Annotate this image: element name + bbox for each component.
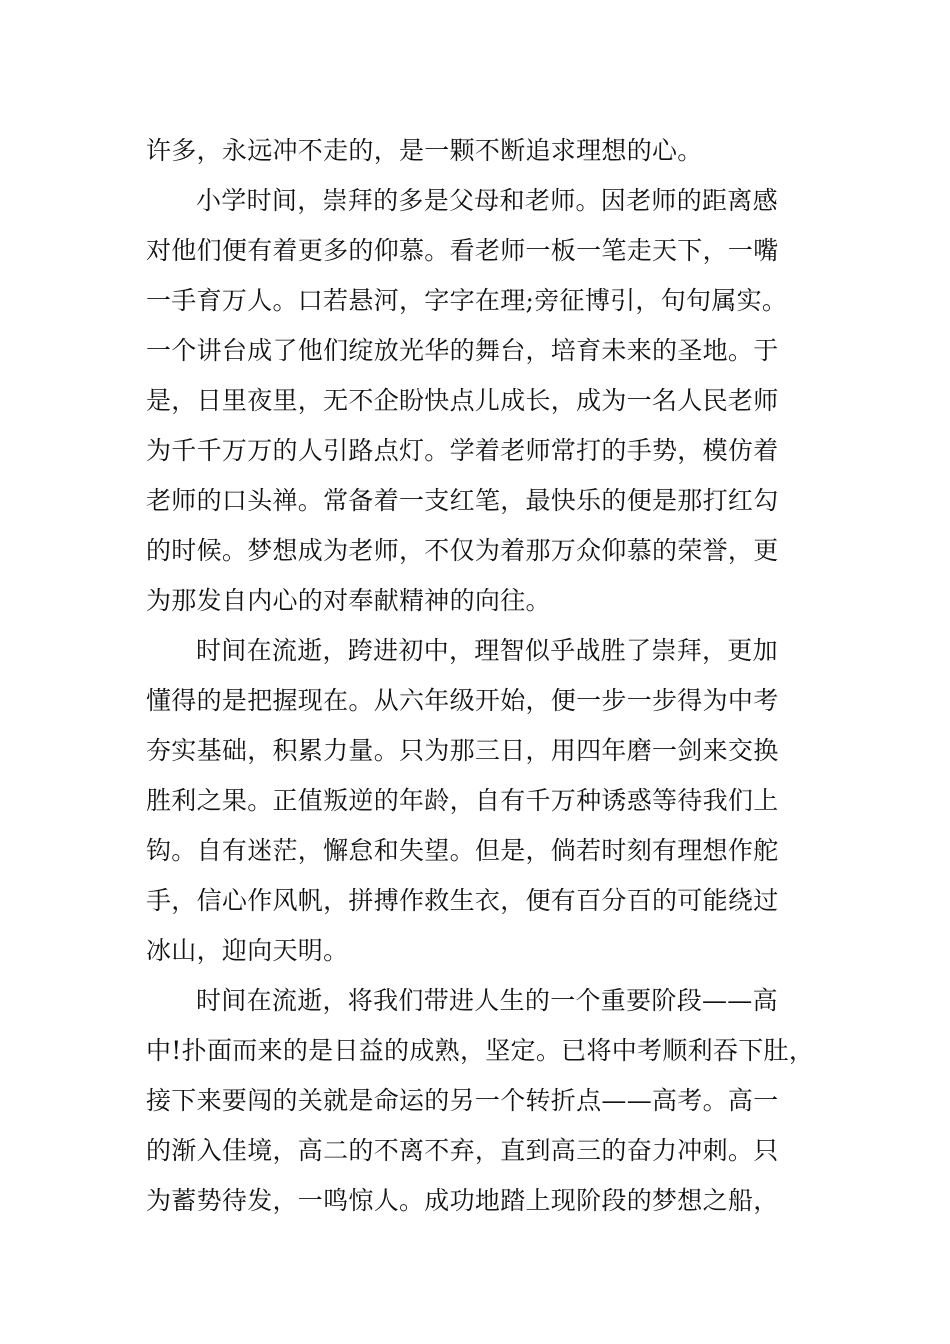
text-line: 对他们便有着更多的仰慕。看老师一板一笔走天下，一嘴 [146,236,779,265]
text-line: 的渐入佳境，高二的不离不弃，直到高三的奋力冲刺。只 [146,1136,779,1165]
text-line: 的时候。梦想成为老师，不仅为着那万众仰慕的荣誉，更 [146,536,779,565]
text-line: 一个讲台成了他们绽放光华的舞台，培育未来的圣地。于 [146,336,779,365]
text-line: 时间在流逝，将我们带进人生的一个重要阶段——高 [196,986,778,1015]
text-line: 是，日里夜里，无不企盼快点儿成长，成为一名人民老师 [146,386,779,415]
text-line: 接下来要闯的关就是命运的另一个转折点——高考。高一 [146,1086,779,1115]
text-line: 老师的口头禅。常备着一支红笔，最快乐的便是那打红勾 [146,486,779,515]
text-line: 小学时间，崇拜的多是父母和老师。因老师的距离感 [196,186,778,215]
text-line: 中!扑面而来的是日益的成熟，坚定。已将中考顺利吞下肚， [146,1036,815,1065]
text-line: 冰山，迎向天明。 [146,936,349,965]
text-line: 许多，永远冲不走的，是一颗不断追求理想的心。 [146,136,703,165]
body-text [146,126,815,1226]
text-line: 钩。自有迷茫，懈怠和失望。但是，倘若时刻有理想作舵 [146,836,779,865]
text-line: 为那发自内心的对奉献精神的向往。 [146,586,551,615]
text-line: 为蓄势待发，一鸣惊人。成功地踏上现阶段的梦想之船， [146,1186,779,1215]
text-line: 一手育万人。口若悬河，字字在理;旁征博引，句句属实。 [146,286,788,315]
text-line: 为千千万万的人引路点灯。学着老师常打的手势，模仿着 [146,436,779,465]
text-line: 懂得的是把握现在。从六年级开始，便一步一步得为中考 [146,686,779,715]
text-line: 时间在流逝，跨进初中，理智似乎战胜了崇拜，更加 [196,636,778,665]
text-line: 手，信心作风帆，拼搏作救生衣，便有百分百的可能绕过 [146,886,779,915]
text-line: 夯实基础，积累力量。只为那三日，用四年磨一剑来交换 [146,736,779,765]
text-line: 胜利之果。正值叛逆的年龄，自有千万种诱惑等待我们上 [146,786,779,815]
